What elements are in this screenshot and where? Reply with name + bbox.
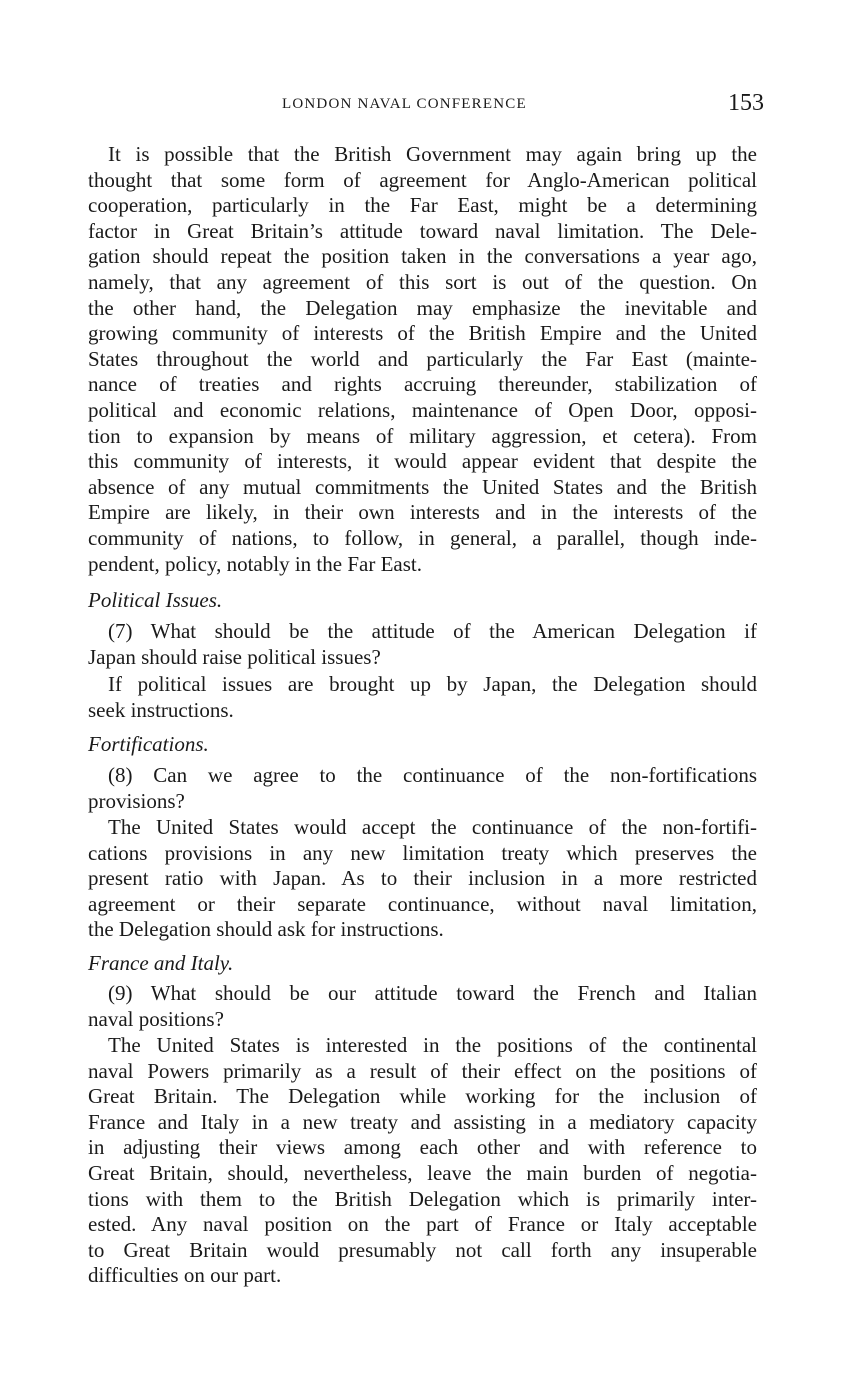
text-line: tions with them to the British Delegation which is primarily inter-: [88, 1186, 757, 1211]
text-line: (9) What should be our attitude toward the French and Italian: [108, 981, 757, 1005]
text-line: (7) What should be the attitude of the American Delegation if: [108, 619, 757, 643]
text-line: cations provisions in any new limitation treaty which preserves the: [88, 840, 757, 865]
running-title: LONDON NAVAL CONFERENCE: [282, 96, 527, 112]
text-line: political and economic relations, maintenance of Open Door, opposi-: [88, 398, 757, 422]
text-line: the Delegation should ask for instructions.: [88, 917, 444, 942]
text-line: the other hand, the Delegation may emphasize the inevitable and: [88, 295, 757, 320]
text-line: this community of interests, it would appear evident that despite the: [88, 449, 757, 474]
text-line: (8) Can we agree to the continuance of the non-fortifications: [108, 763, 757, 787]
text-line: thought that some form of agreement for Anglo-American political: [88, 167, 757, 192]
section-heading: France and Italy.: [88, 951, 234, 975]
text-line: naval Powers primarily as a result of their effect on the positions of: [88, 1058, 757, 1083]
text-line: ested. Any naval position on the part of France or Italy acceptable: [88, 1212, 757, 1237]
text-line: present ratio with Japan. As to their inclusion in a more restricted: [88, 866, 757, 891]
text-line: Japan should raise political issues?: [88, 644, 381, 669]
section-heading: Political Issues.: [88, 588, 223, 612]
text-line: gation should repeat the position taken in the conversations a year ago,: [88, 244, 757, 269]
text-line: namely, that any agreement of this sort is out of the question. On: [88, 270, 757, 294]
text-line: France and Italy in a new treaty and assisting in a mediatory capacity: [88, 1109, 757, 1134]
text-line: naval positions?: [88, 1006, 224, 1031]
text-line: community of nations, to follow, in general, a parallel, though inde-: [88, 526, 757, 550]
text-line: If political issues are brought up by Japan, the Delegation should: [108, 672, 757, 696]
text-line: absence of any mutual commitments the United States and the British: [88, 474, 757, 499]
section-heading: Fortifications.: [88, 732, 209, 756]
page-number: 153: [728, 90, 764, 116]
text-line: agreement or their separate continuance, without naval limitation,: [88, 891, 757, 916]
text-line: provisions?: [88, 788, 185, 813]
text-line: cooperation, particularly in the Far East, might be a determining: [88, 193, 757, 218]
text-line: tion to expansion by means of military aggression, et cetera). From: [88, 423, 757, 448]
text-line: The United States is interested in the positions of the continental: [108, 1033, 757, 1057]
text-line: It is possible that the British Government may again bring up the: [108, 142, 757, 166]
text-line: States throughout the world and particularly the Far East (mainte-: [88, 346, 757, 371]
text-line: The United States would accept the continuance of the non-fortifi-: [108, 815, 757, 839]
text-line: difficulties on our part.: [88, 1263, 282, 1288]
text-line: nance of treaties and rights accruing thereunder, stabilization of: [88, 372, 757, 397]
text-line: Empire are likely, in their own interests and in the interests of the: [88, 500, 757, 525]
text-line: Great Britain. The Delegation while working for the inclusion of: [88, 1084, 757, 1109]
text-line: to Great Britain would presumably not call forth any insuperable: [88, 1237, 757, 1262]
text-line: seek instructions.: [88, 697, 234, 722]
text-line: pendent, policy, notably in the Far East.: [88, 551, 422, 576]
text-line: factor in Great Britain’s attitude toward naval limitation. The Dele-: [88, 218, 757, 243]
text-line: in adjusting their views among each other and with reference to: [88, 1135, 757, 1160]
text-line: Great Britain, should, nevertheless, leave the main burden of negotia-: [88, 1161, 757, 1185]
text-line: growing community of interests of the British Empire and the United: [88, 321, 757, 346]
